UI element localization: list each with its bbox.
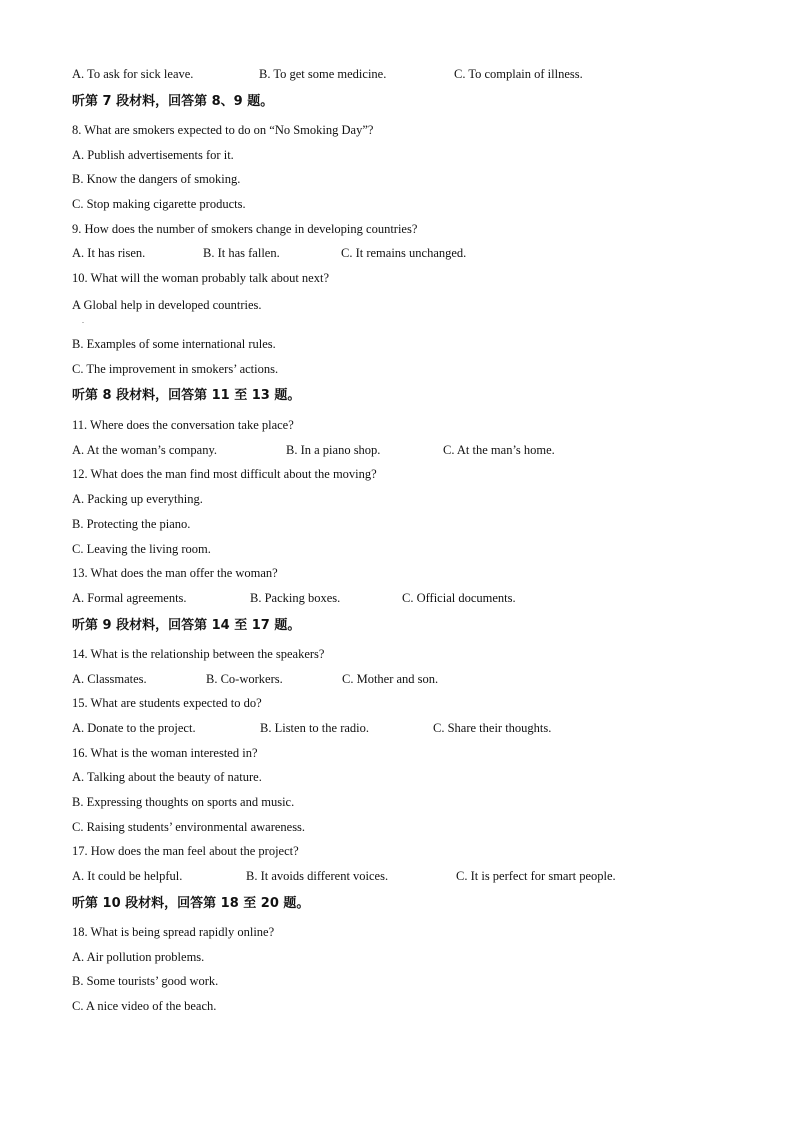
q15-option-c[interactable]: C. Share their thoughts. bbox=[433, 721, 552, 735]
q10-option-c[interactable]: C. The improvement in smokers’ actions. bbox=[72, 362, 279, 376]
q17-option-a[interactable]: A. It could be helpful. bbox=[72, 869, 183, 883]
q18-option-c[interactable]: C. A nice video of the beach. bbox=[72, 999, 217, 1013]
question-12: 12. What does the man find most difficult about the moving? bbox=[72, 467, 377, 481]
section-9-heading: 听第 9 段材料，回答第 14 至 17 题。 bbox=[72, 618, 301, 633]
question-18: 18. What is being spread rapidly online? bbox=[72, 925, 275, 939]
q14-option-a[interactable]: A. Classmates. bbox=[72, 672, 147, 686]
q9-option-c[interactable]: C. It remains unchanged. bbox=[341, 246, 467, 260]
question-15: 15. What are students expected to do? bbox=[72, 696, 262, 710]
q14-option-c[interactable]: C. Mother and son. bbox=[342, 672, 439, 686]
q11-option-b[interactable]: B. In a piano shop. bbox=[286, 443, 381, 457]
q17-option-c[interactable]: C. It is perfect for smart people. bbox=[456, 869, 616, 883]
q15-option-a[interactable]: A. Donate to the project. bbox=[72, 721, 196, 735]
q15-option-b[interactable]: B. Listen to the radio. bbox=[260, 721, 370, 735]
section-10-heading: 听第 10 段材料，回答第 18 至 20 题。 bbox=[72, 896, 310, 911]
q18-option-a[interactable]: A. Air pollution problems. bbox=[72, 950, 205, 964]
q8-option-b[interactable]: B. Know the dangers of smoking. bbox=[72, 172, 241, 186]
q9-option-a[interactable]: A. It has risen. bbox=[72, 246, 146, 260]
q7-option-a[interactable]: A. To ask for sick leave. bbox=[72, 67, 194, 81]
question-11: 11. Where does the conversation take place? bbox=[72, 418, 294, 432]
q7-option-c[interactable]: C. To complain of illness. bbox=[454, 67, 583, 81]
q13-option-c[interactable]: C. Official documents. bbox=[402, 591, 516, 605]
stray-dot: . bbox=[82, 316, 84, 325]
q13-option-a[interactable]: A. Formal agreements. bbox=[72, 591, 187, 605]
section-7-heading: 听第 7 段材料，回答第 8、9 题。 bbox=[72, 94, 274, 109]
section-8-heading: 听第 8 段材料，回答第 11 至 13 题。 bbox=[72, 388, 301, 403]
q12-option-a[interactable]: A. Packing up everything. bbox=[72, 492, 203, 506]
question-8: 8. What are smokers expected to do on “No Smoking Day”? bbox=[72, 123, 374, 137]
q10-option-b[interactable]: B. Examples of some international rules. bbox=[72, 337, 276, 351]
q12-option-b[interactable]: B. Protecting the piano. bbox=[72, 517, 191, 531]
q8-option-a[interactable]: A. Publish advertisements for it. bbox=[72, 148, 234, 162]
q16-option-a[interactable]: A. Talking about the beauty of nature. bbox=[72, 770, 262, 784]
q11-option-a[interactable]: A. At the woman’s company. bbox=[72, 443, 218, 457]
q9-option-b[interactable]: B. It has fallen. bbox=[203, 246, 280, 260]
q18-option-b[interactable]: B. Some tourists’ good work. bbox=[72, 974, 219, 988]
q13-option-b[interactable]: B. Packing boxes. bbox=[250, 591, 341, 605]
q12-option-c[interactable]: C. Leaving the living room. bbox=[72, 542, 211, 556]
q14-option-b[interactable]: B. Co-workers. bbox=[206, 672, 283, 686]
q7-option-b[interactable]: B. To get some medicine. bbox=[259, 67, 387, 81]
q16-option-b[interactable]: B. Expressing thoughts on sports and music. bbox=[72, 795, 295, 809]
q11-option-c[interactable]: C. At the man’s home. bbox=[443, 443, 555, 457]
question-10: 10. What will the woman probably talk about next? bbox=[72, 271, 330, 285]
question-9: 9. How does the number of smokers change in developing countries? bbox=[72, 222, 418, 236]
q10-option-a[interactable]: A Global help in developed countries. bbox=[72, 298, 262, 312]
question-14: 14. What is the relationship between the speakers? bbox=[72, 647, 325, 661]
question-17: 17. How does the man feel about the project? bbox=[72, 844, 299, 858]
q16-option-c[interactable]: C. Raising students’ environmental awareness. bbox=[72, 820, 306, 834]
q8-option-c[interactable]: C. Stop making cigarette products. bbox=[72, 197, 246, 211]
question-16: 16. What is the woman interested in? bbox=[72, 746, 258, 760]
q17-option-b[interactable]: B. It avoids different voices. bbox=[246, 869, 389, 883]
question-13: 13. What does the man offer the woman? bbox=[72, 566, 278, 580]
